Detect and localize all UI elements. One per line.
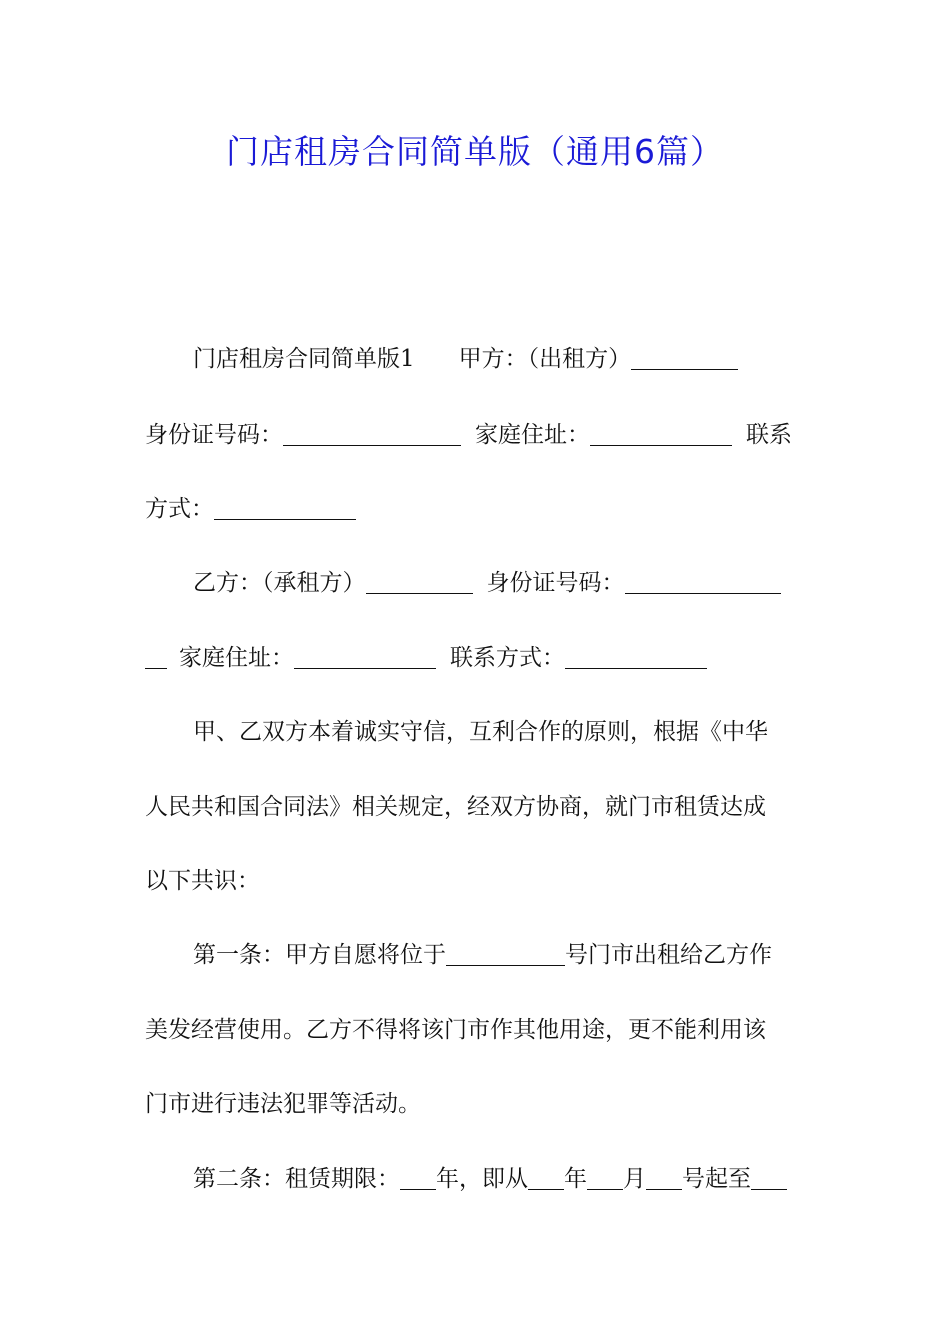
party-a-address-blank xyxy=(590,421,732,446)
party-a-address-label: 家庭住址： xyxy=(475,422,590,448)
party-a-contact-label-start: 联系 xyxy=(746,422,792,448)
party-b-details-line xyxy=(145,641,807,675)
end-year-blank xyxy=(751,1165,787,1190)
party-b-contact-blank xyxy=(565,644,707,669)
article-1-line-2: 美发经营使用。乙方不得将该门市作其他用途，更不能利用该 xyxy=(145,1017,766,1043)
party-a-id-blank xyxy=(283,421,461,446)
article-2-text-c: 号起至 xyxy=(682,1166,751,1192)
party-b-address-label: 家庭住址： xyxy=(179,645,294,671)
lease-years-blank xyxy=(400,1165,436,1190)
party-b-id-label: 身份证号码： xyxy=(486,570,625,596)
contract-heading-line xyxy=(193,342,807,376)
preamble-line-2: 人民共和国合同法》相关规定，经双方协商，就门市租赁达成 xyxy=(145,794,766,820)
article-2-month-label: 月 xyxy=(623,1166,646,1192)
contract-subtitle: 门店租房合同简单版1 xyxy=(193,346,415,372)
party-a-contact-label-end: 方式： xyxy=(145,496,214,522)
party-a-id-label: 身份证号码： xyxy=(145,422,283,448)
shop-number-blank xyxy=(446,941,565,966)
start-year-blank xyxy=(528,1165,564,1190)
party-a-details-line xyxy=(145,418,807,452)
party-a-contact-blank xyxy=(214,495,356,520)
party-a-label: 甲方：（出租方） xyxy=(458,346,632,372)
article-1-line-1 xyxy=(193,938,807,972)
party-b-contact-label: 联系方式： xyxy=(450,645,565,671)
article-2-text-a: 第二条：租赁期限： xyxy=(193,1166,400,1192)
party-b-line xyxy=(193,566,807,600)
party-b-id-blank-cont xyxy=(145,644,167,669)
article-1-text-b: 号门市出租给乙方作 xyxy=(565,942,772,968)
preamble-line-1: 甲、乙双方本着诚实守信，互利合作的原则，根据《中华 xyxy=(193,719,768,745)
party-b-name-blank xyxy=(366,569,473,594)
party-b-label: 乙方：（承租方） xyxy=(193,570,366,596)
party-b-id-blank xyxy=(625,569,781,594)
article-1-text-a: 第一条：甲方自愿将位于 xyxy=(193,942,446,968)
document-title: 门店租房合同简单版（通用6篇） xyxy=(226,132,724,171)
article-2-line-1 xyxy=(193,1162,807,1196)
party-a-contact-line xyxy=(145,492,807,526)
preamble-line-3: 以下共识： xyxy=(145,868,260,894)
party-b-address-blank xyxy=(294,644,436,669)
party-a-name-blank xyxy=(631,345,738,370)
start-day-blank xyxy=(646,1165,682,1190)
start-month-blank xyxy=(587,1165,623,1190)
article-2-text-b: 年，即从 xyxy=(436,1166,528,1192)
article-2-year-label: 年 xyxy=(564,1166,587,1192)
article-1-line-3: 门市进行违法犯罪等活动。 xyxy=(145,1091,421,1117)
